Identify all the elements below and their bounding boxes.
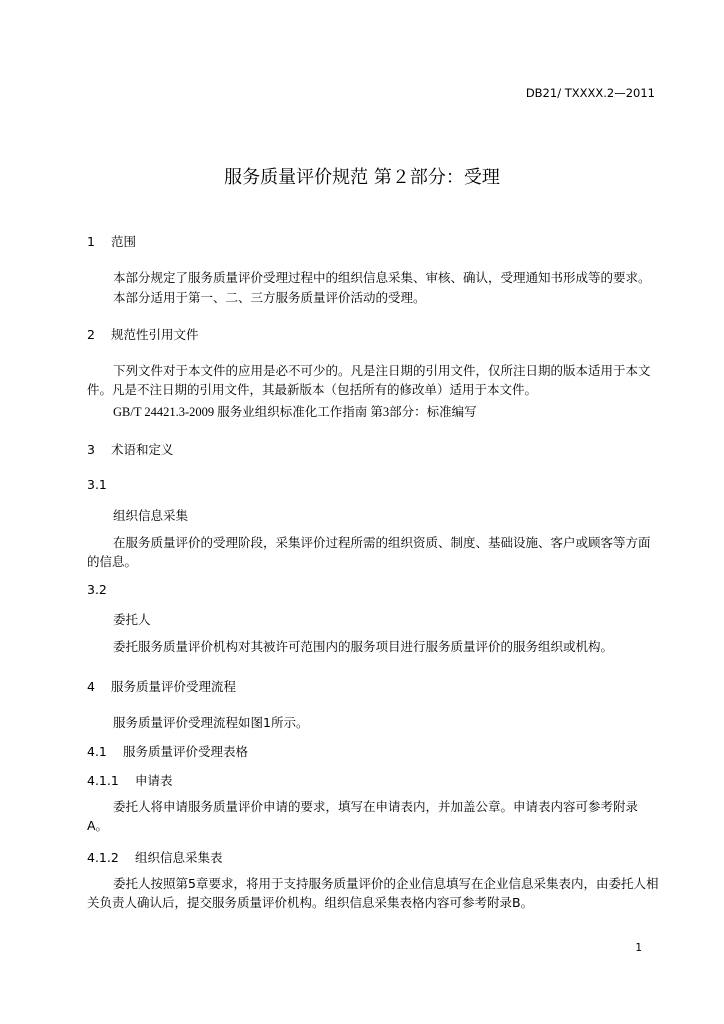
- section-title: 申请表: [134, 773, 173, 788]
- section-number: 4: [87, 679, 95, 694]
- section-number: 1: [87, 234, 95, 249]
- section-title: 范围: [110, 234, 136, 249]
- section-number: 4.1.1: [87, 773, 119, 788]
- term-3-2-name: 委托人: [113, 612, 151, 627]
- term-3-1-definition: 在服务质量评价的受理阶段，采集评价过程所需的组织资质、制度、基础设施、客户或顾客等方面的信息。: [87, 535, 651, 569]
- section-title: 服务质量评价受理流程: [110, 679, 236, 694]
- section-title: 服务质量评价受理表格: [122, 744, 248, 759]
- normative-reference: GB/T 24421.3-2009 服务业组织标准化工作指南 第3部分：标准编写: [113, 405, 477, 419]
- section-4-1-2-paragraph: 委托人按照第5章要求，将用于支持服务质量评价的企业信息填写在企业信息采集表内，由委托人相关负责人确认后，提交服务质量评价机构。组织信息采集表格内容可参考附录B。: [87, 876, 659, 910]
- section-2-paragraph: 下列文件对于本文件的应用是必不可少的。凡是注日期的引用文件，仅所注日期的版本适用于本文件。凡是不注日期的引用文件，其最新版本（包括所有的修改单）适用于本文件。: [87, 363, 651, 397]
- section-4-paragraph: 服务质量评价受理流程如图1所示。: [113, 715, 309, 730]
- term-3-2-number: 3.2: [87, 582, 107, 597]
- section-number: 3: [87, 442, 95, 457]
- section-1-paragraph-2: 本部分适用于第一、二、三方服务质量评价活动的受理。: [113, 290, 426, 305]
- section-title: 组织信息采集表: [134, 850, 223, 865]
- section-number: 2: [87, 327, 95, 342]
- section-4-1-1-heading: [87, 771, 173, 789]
- page-number: 1: [635, 942, 642, 954]
- document-code: DB21/ TXXXX.2—2011: [525, 86, 655, 100]
- section-title: 术语和定义: [110, 442, 174, 457]
- section-2-heading: [87, 325, 199, 343]
- section-4-1-heading: [87, 742, 248, 760]
- section-4-heading: [87, 677, 236, 695]
- section-4-1-1-paragraph: 委托人将申请服务质量评价申请的要求，填写在申请表内，并加盖公章。申请表内容可参考附录A。: [87, 799, 639, 833]
- term-3-1-name: 组织信息采集: [113, 508, 189, 523]
- section-1-paragraph-1: 本部分规定了服务质量评价受理过程中的组织信息采集、审核、确认，受理通知书形成等的要求。: [113, 270, 651, 285]
- section-1-heading: [87, 232, 136, 250]
- section-title: 规范性引用文件: [110, 327, 199, 342]
- section-number: 4.1: [87, 744, 107, 759]
- section-number: 4.1.2: [87, 850, 119, 865]
- term-3-2-definition: 委托服务质量评价机构对其被许可范围内的服务项目进行服务质量评价的服务组织或机构。: [113, 639, 614, 654]
- page-title: 服务质量评价规范 第２部分：受理: [224, 167, 500, 188]
- section-3-heading: [87, 440, 174, 458]
- term-3-1-number: 3.1: [87, 477, 107, 492]
- section-4-1-2-heading: [87, 848, 223, 866]
